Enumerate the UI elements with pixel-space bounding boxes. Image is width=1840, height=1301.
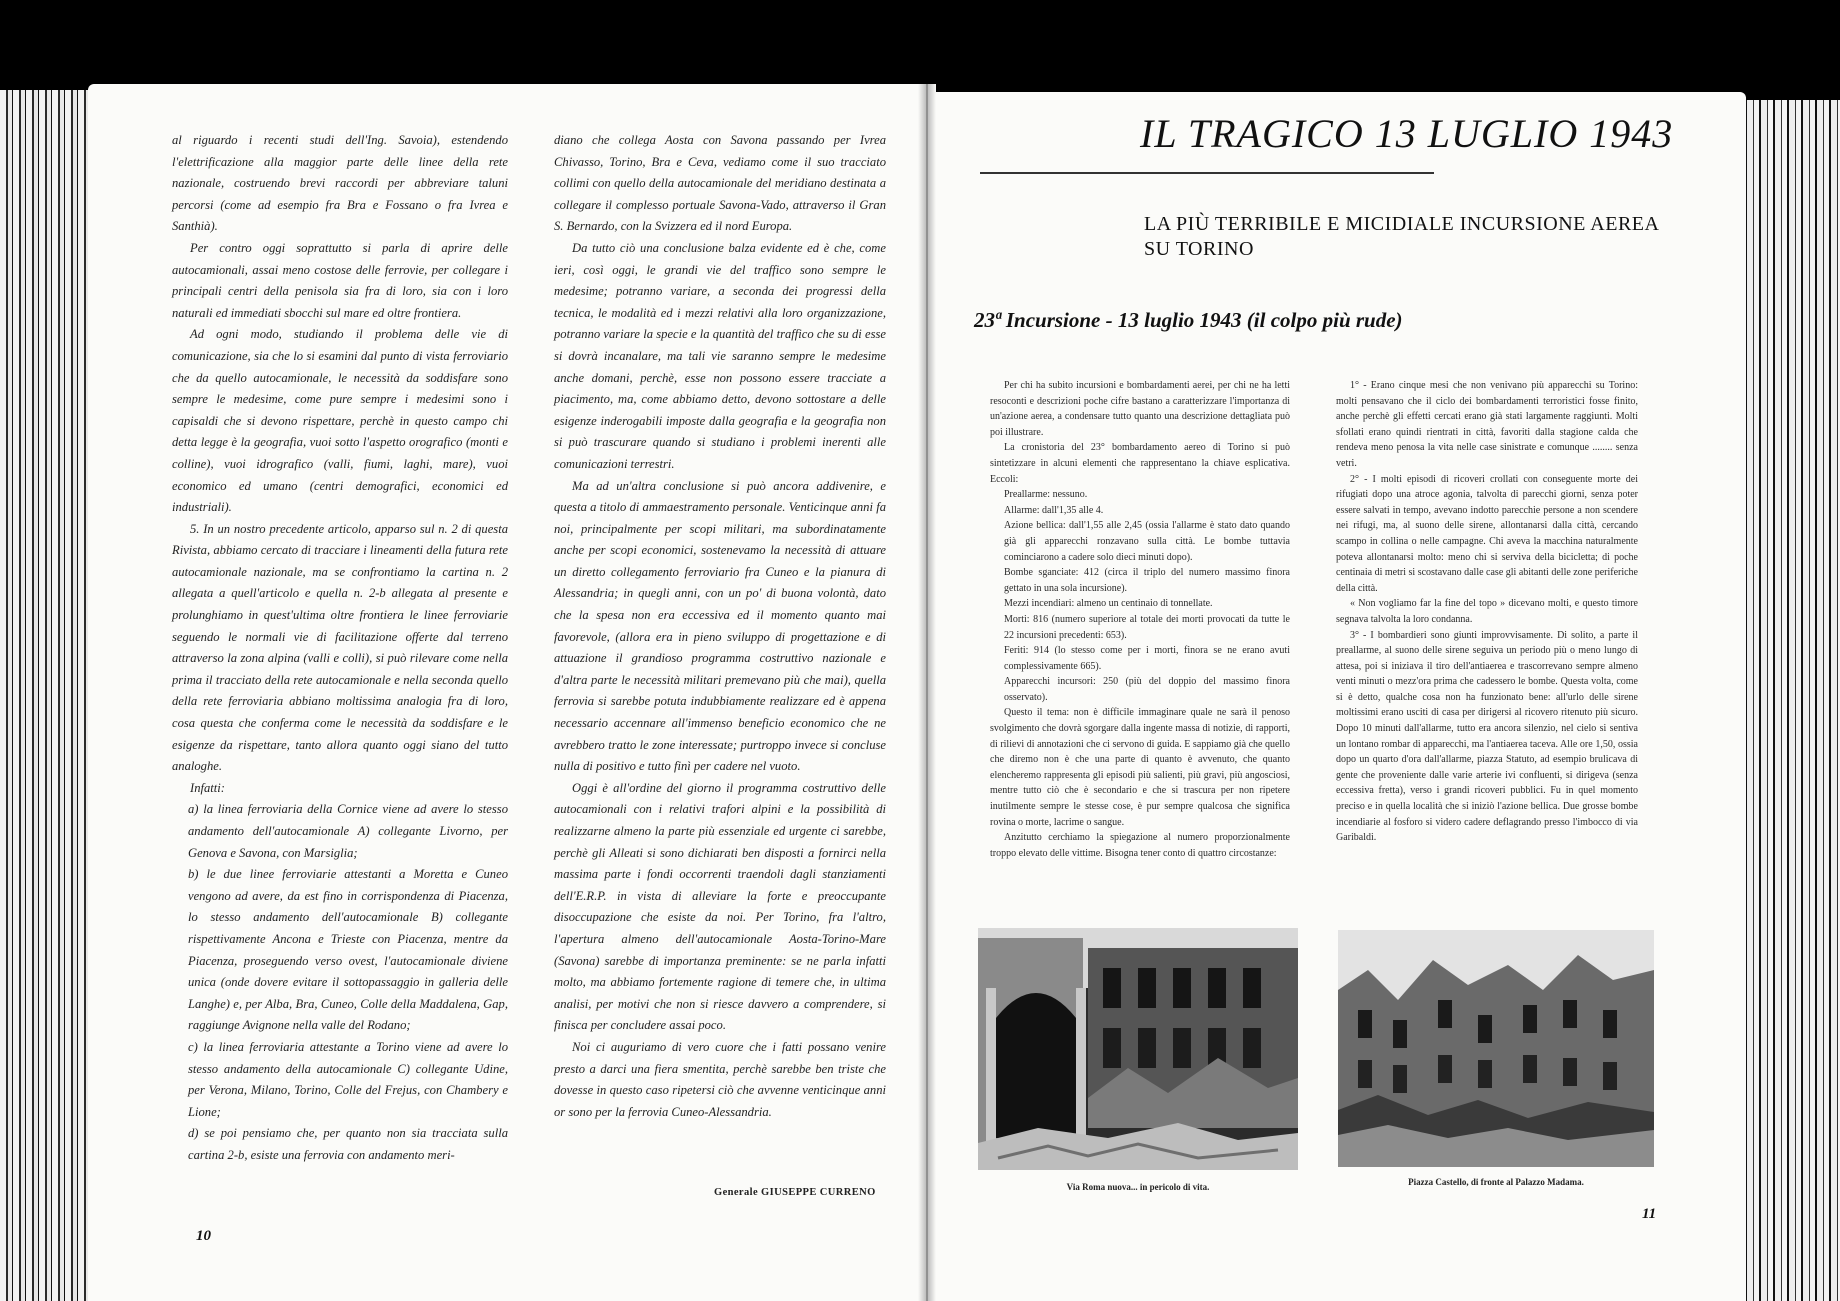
paragraph: Da tutto ciò una conclusione balza evidente ed è che, come ieri, così oggi, le grandi vie del traffico sono sempre le medesime; potranno variare, a seconda dei progressi della tecnica, le modalità ed i mezzi relativi alla loro organizzazione, potranno variare la specie e la quantità del traffico che su di esse si dovrà incanalare, ma tali vie saranno sempre le medesime anche domani, perchè, esse non possono essere tracciate a piacimento, ma, come abbiamo detto, devono sottostare a delle esigenze inderogabili imposte dalla geografia e la geografia non si può trascurare quando si studiano i problemi inerenti alle comunicazioni terrestri. <box>554 240 886 471</box>
paragraph: La cronistoria del 23° bombardamento aereo di Torino si può sintetizzare in alcuni elementi che rappresentano la chiave esplicativa. Eccoli: <box>990 442 1290 485</box>
paragraph: 2° - I molti episodi di ricoveri crollati con conseguente morte dei rifugiati dopo una atroce agonia, talvolta di parecchi giorni, senza poter essere salvati in tempo, avevano indotto parecchie persone a non scendere nei rifugi, ma, al suono delle sirene, allontanarsi dalla città, cercando scampo in collina o nelle campagne. Chi aveva la macchina naturalmente poteva allontanarsi molto: meno chi si serviva della bicicletta; di poche centinaia di metri si scostavano dalle case gli abitanti delle zone periferiche della città. <box>1336 473 1638 594</box>
damaged-building-image <box>978 928 1298 1170</box>
list-item: c) la linea ferroviaria attestante a Torino viene ad avere lo stesso andamento della autocamionale C) collegante Udine, per Verona, Milano, Torino, Colle del Frejus, con Chambery e Lione; <box>188 1039 508 1119</box>
paragraph: Per contro oggi soprattutto si parla di aprire delle autocamionali, assai meno costose delle ferrovie, per collegare i principali centri della penisola sia fra di loro, sia con i loro naturali ed immediati sbocchi sul mare ed oltre frontiera. <box>172 240 508 320</box>
paragraph: Ma ad un'altra conclusione si può ancora addivenire, e questa a titolo di ammaestramento personale. Venticinque anni fa noi, principalmente per scopi militari, ma subordinatamente anche per scopi economici, sostenevamo la necessità di attuare un diretto collegamento ferroviario fra Cuneo e la pianura di Alessandria; in quegli anni, con un po' di buona volontà, dato che la spesa non era eccessiva ed il momento quanto mai favorevole, (allora era in pieno sviluppo di progettazione e di attuazione il grandioso programma costruttivo nazionale e d'altra parte le necessità militari premevano più che mai), quella ferrovia si sarebbe potuta indubbiamente realizzare ed è appena necessario accennare all'immenso beneficio economico che ne avrebbero tratto le zone interessate; purtroppo invece si concluse nulla di positivo e tutto finì per cadere nel vuoto. <box>554 478 886 774</box>
paragraph: Infatti: <box>190 780 225 795</box>
page-edges-right <box>1745 100 1840 1301</box>
paragraph: Ad ogni modo, studiando il problema delle vie di comunicazione, sia che lo si esamini dal punto di vista ferroviario che da quello autocamionale, le necessità da soddisfare sono sempre le medesime, come pure sempre i medesimi sono i capisaldi che si devono rispettare, perchè in questo campo chi detta legge è la geografia, vuoi sotto l'aspetto orografico (monti e colline), vuoi idrografico (valli, fiumi, laghi, mare), vuoi economico ed umano (centri demografici, economici ed industriali). <box>172 327 508 515</box>
page-number-left: 10 <box>196 1228 211 1244</box>
statistic-line: Feriti: 914 (lo stesso come per i morti, finora se ne erano avuti complessivamente 665). <box>1004 645 1290 672</box>
paragraph: 5. In un nostro precedente articolo, apparso sul n. 2 di questa Rivista, abbiamo cercato di tracciare i lineamenti della futura rete autocamionale nazionale, ma se confrontiamo la cartina n. 2 allegata a quell'articolo e quella n. 2-b allegata al presente e prolunghiamo in quest'ultima oltre frontiera le linee ferroviarie seguendo le normali vie di facilitazione offerte dal terreno attraverso la zona alpina (valli e colli), si può rilevare come nella prima il tracciato della rete autocamionale e nella seconda quello della rete ferroviaria abbiano moltissima analogia fra di loro, cosa questa che conferma come le necessità da soddisfare e le esigenze da rispettare, tanto allora quanto oggi siano del tutto analoghe. <box>172 521 508 774</box>
paragraph: Anzitutto cerchiamo la spiegazione al numero proporzionalmente troppo elevato delle vittime. Bisogna tener conto di quattro circostanze: <box>990 832 1290 859</box>
article-signature: Generale GIUSEPPE CURRENO <box>714 1187 876 1198</box>
paragraph: Oggi è all'ordine del giorno il programma costruttivo delle autocamionali con i relativi trafori alpini e la possibilità di realizzarne almeno la parte più essenziale ed urgente ci sarebbe, perchè gli Alleati si sono dichiarati ben disposti a fornirci nella massima parte i fondi occorrenti traendoli dagli stanziamenti dell'E.R.P. in vista di alleviare la forte e preoccupante disoccupazione che esiste da noi. Per Torino, fra l'altro, l'apertura almeno dell'autocamionale Aosta-Torino-Mare (Savona) sarebbe di importanza preminente: se ne parla infatti molto, ma abbiamo fortemente ragione di temere che, in ultima analisi, per motivi che non si riesce davvero a comprendere, si finisca per concludere assai poco. <box>554 780 886 1033</box>
statistic-line: Allarme: dall'1,35 alle 4. <box>1004 504 1104 516</box>
list-item: a) la linea ferroviaria della Cornice viene ad avere lo stesso andamento dell'autocamionale A) collegante Livorno, per Genova e Savona, con Marsiglia; <box>188 802 508 860</box>
photo-caption: Piazza Castello, di fronte al Palazzo Madama. <box>1408 1177 1584 1187</box>
statistic-line: Bombe sganciate: 412 (circa il triplo del numero massimo finora gettato in una sola incursione). <box>1004 567 1290 594</box>
title-rule <box>980 172 1434 174</box>
right-page-column-1 <box>990 378 1290 861</box>
ruined-buildings-image <box>1338 930 1654 1167</box>
left-page-column-2 <box>554 130 886 1123</box>
statistic-line: Preallarme: nessuno. <box>1004 489 1088 501</box>
section-heading: 23ª Incursione - 13 luglio 1943 (il colpo più rude) <box>974 308 1403 332</box>
page-title: IL TRAGICO 13 LUGLIO 1943 <box>1140 111 1674 156</box>
paragraph: diano che collega Aosta con Savona passando per Ivrea Chivasso, Torino, Bra e Ceva, vediamo come il suo tracciato collimi con quello della autocamionale del meridiano destinata a collegare il complesso portuale Savona-Vado, attraverso il Gran S. Bernardo, con la Svizzera ed il nord Europa. <box>554 133 886 234</box>
statistic-line: Apparecchi incursori: 250 (più del doppio del massimo finora osservato). <box>1004 676 1290 703</box>
paragraph: 3° - I bombardieri sono giunti improvvisamente. Di solito, a parte il preallarme, al suono delle sirene seguiva un periodo più o meno lungo di attesa, poi si iniziava il tiro dell'antiaerea e trascorrevano sempre almeno venti minuti o mezz'ora prima che cadessero le bombe. Questa volta, come si è detto, qualche cosa non ha funzionato bene: all'urlo delle sirene moltissimi erano usciti di casa per dirigersi al ricovero ritenuto più sicuro. Dopo 10 minuti dall'allarme, tutto era ancora silenzio, nel cielo si sentiva un lontano rombar di apparecchi, ma l'antiaerea taceva. Alle ore 1,50, ossia dopo un quarto d'ora dall'allarme, piazza Statuto, ad esempio brulicava di gente che proveniente dalle varie arterie ivi confluenti, si dirigeva (senza eccessiva fretta), verso i grandi ricoveri pubblici. Fu in quel momento preciso e in quella località che si iniziò l'azione bellica. Due grosse bombe incendiarie al fosforo si videro cadere deflagrando presso l'imbocco di via Garibaldi. <box>1336 629 1638 844</box>
photo-via-roma <box>978 928 1298 1170</box>
paragraph: 1° - Erano cinque mesi che non venivano più apparecchi su Torino: molti pensavano che il ciclo dei bombardamenti terroristici fosse finito, anche perchè gli effetti cercati erano già stati largamente raggiunti. Molti sfollati erano quindi rientrati in città, favoriti dalla stagione calda che rendeva meno penosa la vita nelle case sinistrate e comunque ........ senza vetri. <box>1336 380 1638 469</box>
photo-caption: Via Roma nuova... in pericolo di vita. <box>1066 1182 1210 1192</box>
paragraph: al riguardo i recenti studi dell'Ing. Savoia), estendendo l'elettrificazione alla maggior parte delle linee della rete nazionale, costruendo brevi raccordi per abbreviare taluni percorsi (come ad esempio fra Bra e Fossano o fra Ivrea e Santhià). <box>172 133 508 234</box>
paragraph: Questo il tema: non è difficile immaginare quale ne sarà il penoso svolgimento che dovrà sgorgare dalla ingente massa di notizie, di rapporti, di rilievi di annotazioni che ci servono di guida. E sappiamo già che quello che diremo non è che una parte di quanto è avvenuto, che quanto elencheremo rappresenta gli episodi più salienti, più gravi, più angosciosi, mentre tutto ciò che è secondario e che si trascura per non ripetere inutilmente sempre le stesse cose, è pur sempre qualcosa che significa rovina o morte, lacrime o sangue. <box>990 707 1290 828</box>
list-item: d) se poi pensiamo che, per quanto non sia tracciata sulla cartina 2-b, esiste una ferrovia con andamento meri- <box>188 1126 508 1162</box>
photo-piazza-castello <box>1338 930 1654 1167</box>
paragraph: Per chi ha subito incursioni e bombardamenti aerei, per chi ne ha letti resoconti e descrizioni poche cifre bastano a caratterizzare l'importanza di un'azione aerea, a condensare tutto quanto una descrizione dettagliata può poi illustrare. <box>990 380 1290 438</box>
page-subtitle: LA PIÙ TERRIBILE E MICIDIALE INCURSIONE AEREA SU TORINO <box>1144 213 1659 260</box>
statistic-line: Mezzi incendiari: almeno un centinaio di tonnellate. <box>1004 598 1213 610</box>
list-item: b) le due linee ferroviarie attestanti a Moretta e Cuneo vengono ad avere, da est fino in corrispondenza di Piacenza, lo stesso andamento dell'autocamionale B) collegante rispettivamente Ancona e Trieste con Piacenza, mentre da Piacenza, proseguendo verso ovest, l'autocamionale diviene unica (onde dovere evitare il sottopassaggio in galleria delle Langhe) e, per Alba, Bra, Cuneo, Colle della Maddalena, Gap, raggiunge Avignone nella valle del Rodano; <box>188 867 508 1033</box>
statistic-line: Azione bellica: dall'1,55 alle 2,45 (ossia l'allarme è stato dato quando già gli apparecchi ronzavano sulla città. Le bombe tuttavia cominciarono a cadere solo dieci minuti dopo). <box>1004 520 1290 563</box>
book-gutter <box>918 84 936 1301</box>
left-page-column-1 <box>172 130 508 1167</box>
paragraph: Noi ci auguriamo di vero cuore che i fatti possano venire presto a darci una fiera smentita, perchè sarebbe ben triste che dovesse in questo caso ripetersi ciò che avvenne venticinque anni or sono per la ferrovia Cuneo-Alessandria. <box>554 1039 886 1119</box>
page-number-right: 11 <box>1642 1206 1657 1222</box>
statistic-line: Morti: 816 (numero superiore al totale dei morti provocati da tutte le 22 incursioni precedenti: 653). <box>1004 613 1290 641</box>
scan-background <box>0 0 1840 95</box>
paragraph: « Non vogliamo far la fine del topo » dicevano molti, e questo timore segnava talvolta la loro condanna. <box>1336 598 1638 625</box>
page-edges-left <box>0 90 100 1301</box>
right-page-column-2 <box>1336 378 1638 846</box>
